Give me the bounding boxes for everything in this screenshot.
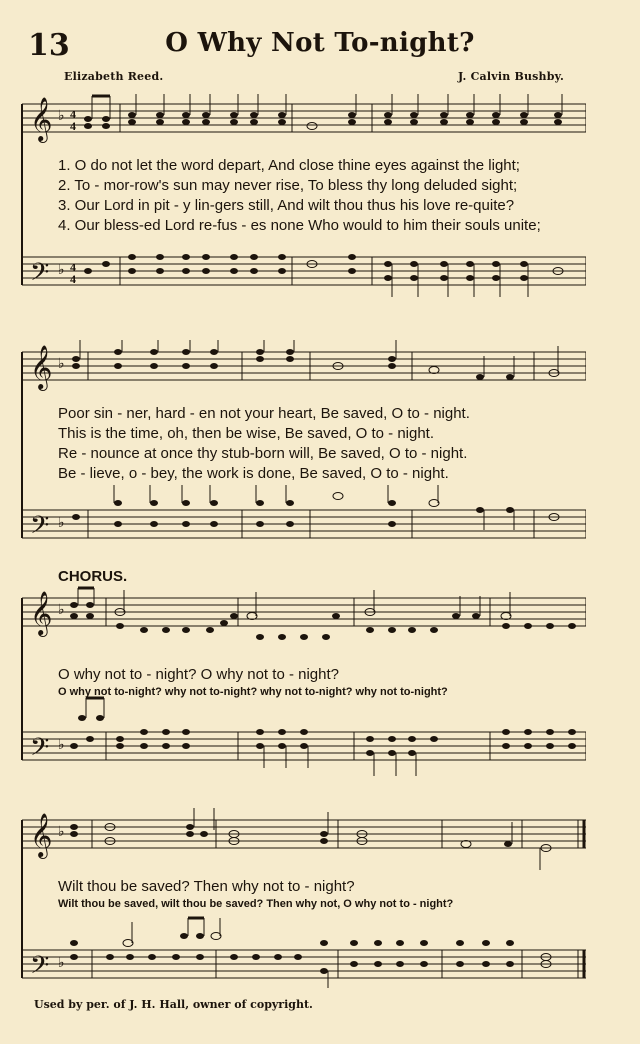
verse-line-2: 2. To - mor-row's sun may never rise, To bless thy long deluded sight; <box>58 177 518 194</box>
refrain-line-3: Re - nounce at once thy stub-born will, Be saved, O to - night. <box>58 445 468 462</box>
svg-text:𝄢: 𝄢 <box>30 258 50 293</box>
svg-text:𝄞: 𝄞 <box>30 97 53 141</box>
svg-text:4: 4 <box>70 272 76 286</box>
svg-text:4: 4 <box>70 107 76 121</box>
chorus-line-2-echo: Wilt thou be saved, wilt thou be saved? Then why not, O why not to - night? <box>58 898 454 910</box>
verse-line-3: 3. Our Lord in pit - y lin-gers still, And wilt thou thus his love re-quite? <box>58 197 515 214</box>
verse-line-4: 4. Our bless-ed Lord re-fus - es none Who would to him their souls unite; <box>58 217 541 234</box>
svg-text:♭: ♭ <box>58 738 65 753</box>
svg-text:𝄢: 𝄢 <box>30 511 50 546</box>
refrain-line-4: Be - lieve, o - bey, the work is done, Be saved, O to - night. <box>58 465 449 482</box>
svg-text:𝄞: 𝄞 <box>30 345 53 389</box>
svg-text:𝄞: 𝄞 <box>30 813 53 857</box>
chorus-line-1-echo: O why not to-night? why not to-night? why not to-night? why not to-night? <box>58 686 448 698</box>
svg-text:♭: ♭ <box>58 603 65 618</box>
svg-text:𝄞: 𝄞 <box>30 591 53 635</box>
svg-text:♭: ♭ <box>58 109 65 124</box>
hymn-title: O Why Not To-night? <box>165 28 475 58</box>
svg-text:♭: ♭ <box>58 825 65 840</box>
hymn-number: 13 <box>28 28 70 63</box>
chorus-line-1: O why not to - night? O why not to - night? <box>58 666 339 683</box>
svg-text:𝄢: 𝄢 <box>30 733 50 768</box>
svg-text:♭: ♭ <box>58 516 65 531</box>
music-system-4 <box>20 800 586 990</box>
svg-text:4: 4 <box>70 119 76 133</box>
copyright-notice: Used by per. of J. H. Hall, owner of copyright. <box>34 998 313 1011</box>
svg-text:♭: ♭ <box>58 263 65 278</box>
music-system-3 <box>20 586 586 782</box>
chorus-line-2: Wilt thou be saved? Then why not to - night? <box>58 878 355 895</box>
refrain-line-2: This is the time, oh, then be wise, Be saved, O to - night. <box>58 425 435 442</box>
lyricist-credit: Elizabeth Reed. <box>64 70 164 83</box>
svg-text:♭: ♭ <box>58 357 65 372</box>
svg-text:4: 4 <box>70 260 76 274</box>
verse-line-1: 1. O do not let the word depart, And close thine eyes against the light; <box>58 157 520 174</box>
chorus-label: CHORUS. <box>58 568 128 585</box>
svg-text:♭: ♭ <box>58 956 65 971</box>
refrain-line-1: Poor sin - ner, hard - en not your heart, Be saved, O to - night. <box>58 405 470 422</box>
composer-credit: J. Calvin Bushby. <box>457 70 564 83</box>
svg-text:𝄢: 𝄢 <box>30 951 50 986</box>
